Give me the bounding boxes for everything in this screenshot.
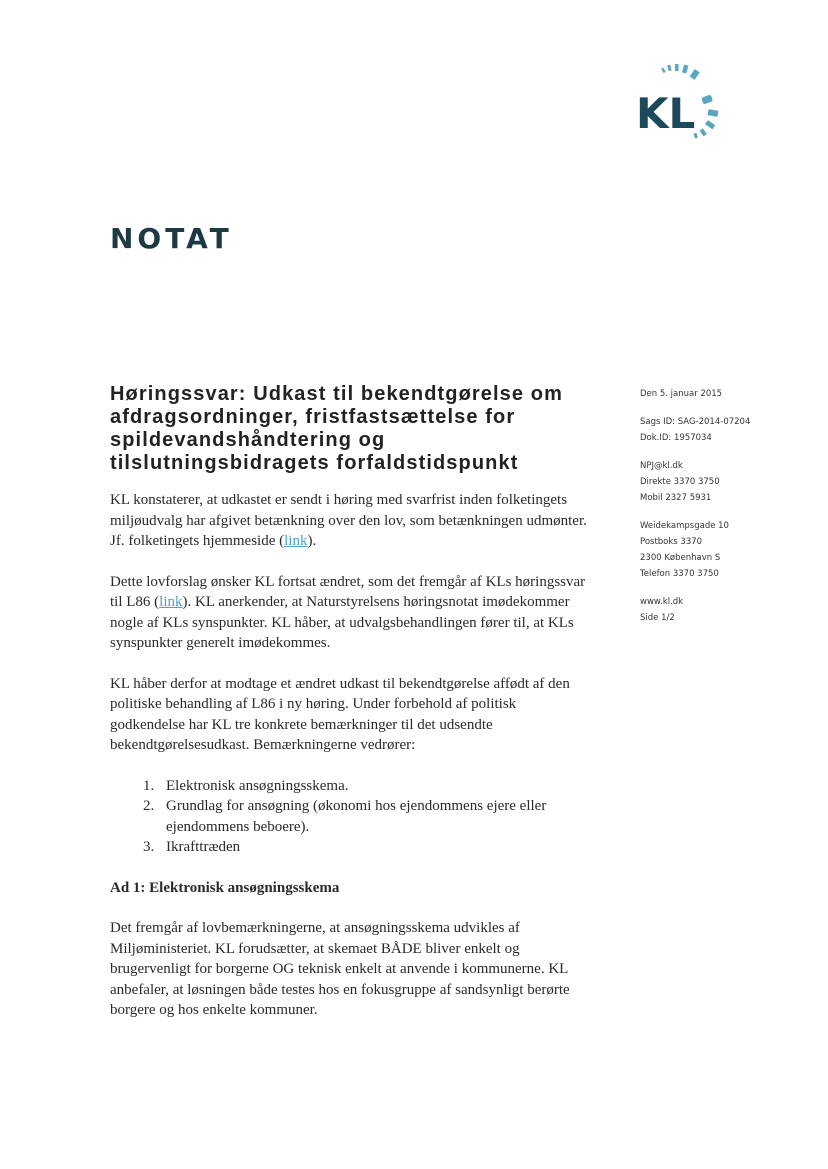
- document-meta-sidebar: [640, 386, 810, 626]
- kl-logo-text: KL: [636, 89, 696, 138]
- meta-email: NPJ@kl.dk: [640, 461, 683, 471]
- paragraph-1: KL konstaterer, at udkastet er sendt i høring med svarfrist inden folketingets miljøudvalg har afgivet betænkning over den lov, som betænkningen udmønter. Jf. folketingets hjemmeside (link).: [110, 492, 587, 549]
- list-item: 3. Ikrafttræden: [158, 837, 590, 858]
- meta-address-line: Postboks 3370: [640, 537, 703, 547]
- title-line: Høringssvar: Udkast til bekendtgørelse om: [110, 383, 563, 405]
- list-item: 1. Elektronisk ansøgningsskema.: [158, 776, 590, 797]
- meta-address-line: Weidekampsgade 10: [640, 521, 729, 531]
- list-item: 2. Grundlag for ansøgning (økonomi hos ejendommens ejere eller ejendommens beboere).: [158, 796, 590, 837]
- document-title: [110, 383, 610, 475]
- section-text: Det fremgår af lovbemærkningerne, at ansøgningsskema udvikles af Miljøministeriet. KL forudsætter, at skemaet BÅDE bliver enkelt og brugervenligt for borgerne OG teknisk enkelt at anvende i kommunerne. KL anbefaler, at løsningen både testes hos en fokusgruppe af sandsynligt berørte borgere og hos enkelte kommuner.: [110, 920, 570, 1018]
- meta-direkte: Direkte 3370 3750: [640, 477, 720, 487]
- meta-dok-id: Dok.ID: 1957034: [640, 433, 712, 443]
- meta-telefon: Telefon 3370 3750: [640, 569, 719, 579]
- remarks-list: [110, 776, 590, 858]
- title-line: afdragsordninger, fristfastsættelse for: [110, 406, 516, 428]
- meta-web: www.kl.dk: [640, 597, 684, 607]
- document-type-heading: NOTAT: [110, 222, 233, 255]
- document-body: [110, 490, 590, 1041]
- hjemmeside-link[interactable]: link: [284, 533, 308, 549]
- paragraph-3: KL håber derfor at modtage et ændret udkast til bekendtgørelse affødt af den politiske behandling af L86 i ny høring. Under forbehold af politisk godkendelse har KL tre konkrete bemærkninger til det udsendte bekendtgørelsesudkast. Bemærkningerne vedrører:: [110, 675, 570, 753]
- meta-sags-id: Sags ID: SAG-2014-07204: [640, 417, 751, 427]
- meta-mobil: Mobil 2327 5931: [640, 493, 712, 503]
- meta-date: Den 5. januar 2015: [640, 389, 723, 399]
- kl-logo: [636, 62, 726, 146]
- meta-address-line: 2300 København S: [640, 553, 721, 563]
- title-line: tilslutningsbidragets forfaldstidspunkt: [110, 452, 519, 474]
- horingssvar-link[interactable]: link: [159, 594, 183, 610]
- title-line: spildevandshåndtering og: [110, 429, 386, 451]
- section-heading: Ad 1: Elektronisk ansøgningsskema: [110, 879, 340, 896]
- paragraph-2: Dette lovforslag ønsker KL fortsat ændret, som det fremgår af KLs høringssvar til L86 (link). KL anerkender, at Naturstyrelsens høringsnotat imødekommer nogle af KLs synspunkter. KL håber, at udvalgsbehandlingen fører til, at KLs synspunkter generelt imødekommes.: [110, 573, 586, 651]
- meta-page-number: Side 1/2: [640, 613, 675, 623]
